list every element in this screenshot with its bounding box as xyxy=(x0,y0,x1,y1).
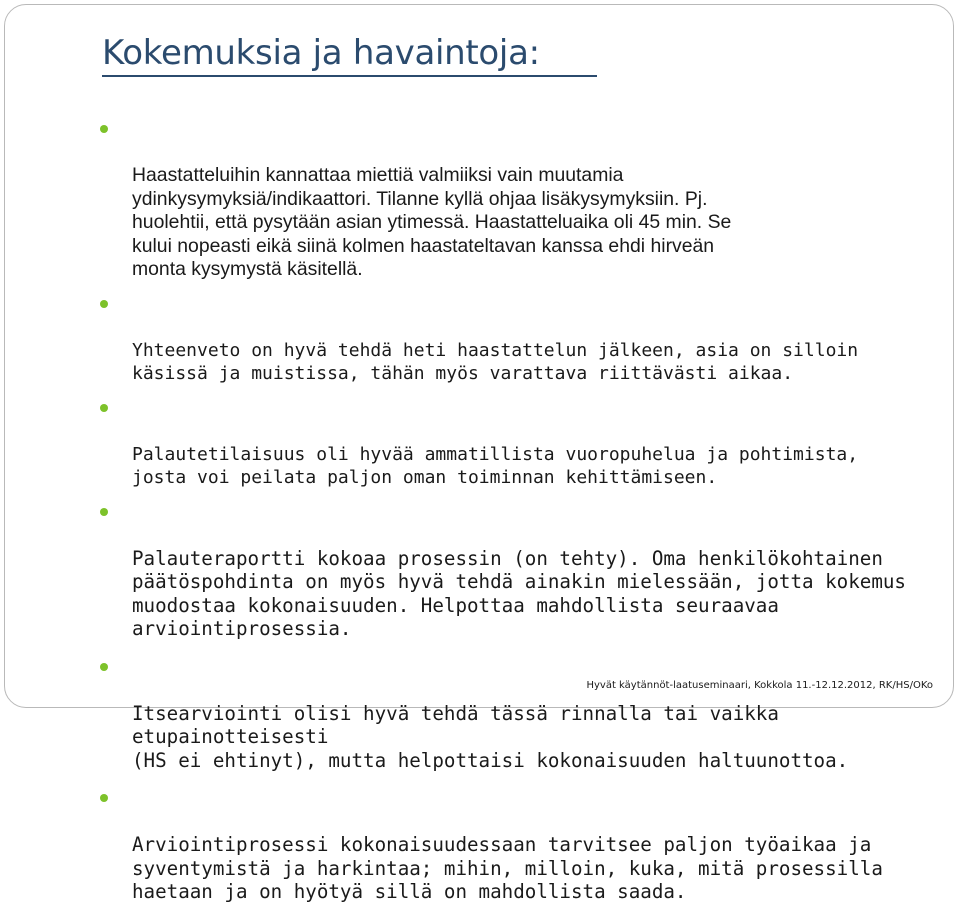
bullet-dot-icon xyxy=(100,125,108,133)
bullet-dot-icon xyxy=(100,300,108,308)
title-underline xyxy=(102,75,597,77)
bullet-text-2: Yhteenveto on hyvä tehdä heti haastattelun jälkeen, asia on silloin käsissä ja muistissa, tähän myös varattava riittävästi aikaa. xyxy=(132,339,859,384)
bullet-dot-icon xyxy=(100,404,108,412)
bullet-text-6: Arviointiprosessi kokonaisuudessaan tarvitsee paljon työaikaa ja syventymistä ja harkintaa; mihin, milloin, kuka, mitä prosessilla haetaan ja on hyötyä sillä on mahdollista saada. xyxy=(132,833,883,903)
bullet-text-5: Itsearviointi olisi hyvä tehdä tässä rinnalla tai vaikka etupainotteisesti (HS ei ehtinyt), mutta helpottaisi kokonaisuuden haltuunottoa. xyxy=(132,701,849,772)
bullet-item-2 xyxy=(98,292,918,386)
bullet-item-3 xyxy=(98,396,918,490)
bullet-text-4: Palauteraportti kokoaa prosessin (on tehty). Oma henkilökohtainen päätöspohdinta on myös hyvä tehdä ainakin mielessään, jotta kokemus muodostaa kokonaisuuden. Helpottaa mahdollista seuraavaa arviointiprosessia. xyxy=(132,546,906,640)
bullet-item-5 xyxy=(98,655,918,773)
slide xyxy=(4,4,954,903)
slide-title: Kokemuksia ja havaintoja: xyxy=(102,33,540,73)
bullet-dot-icon xyxy=(100,663,108,671)
slide-footer: Hyvät käytännöt-laatuseminaari, Kokkola 11.-12.12.2012, RK/HS/OKo xyxy=(586,680,933,691)
bullet-text-3: Palautetilaisuus oli hyvää ammatillista vuoropuhelua ja pohtimista, josta voi peilata paljon oman toiminnan kehittämiseen. xyxy=(132,443,859,488)
bullet-dot-icon xyxy=(100,794,108,802)
bullet-item-4 xyxy=(98,500,918,641)
bullet-item-1 xyxy=(98,117,918,282)
bullet-list xyxy=(98,117,918,914)
bullet-text-1: Haastatteluihin kannattaa miettiä valmiiksi vain muutamia ydinkysymyksiä/indikaattori. Tilanne kyllä ohjaa lisäkysymyksiin. Pj. huolehtii, että pysytään asian ytimessä. Haastatteluaika oli 45 min. Se kului nopeasti eikä siinä kolmen haastateltavan kanssa ehdi hirveän monta kysymystä käsitellä. xyxy=(132,164,732,280)
bullet-dot-icon xyxy=(100,508,108,516)
bullet-item-6 xyxy=(98,786,918,904)
